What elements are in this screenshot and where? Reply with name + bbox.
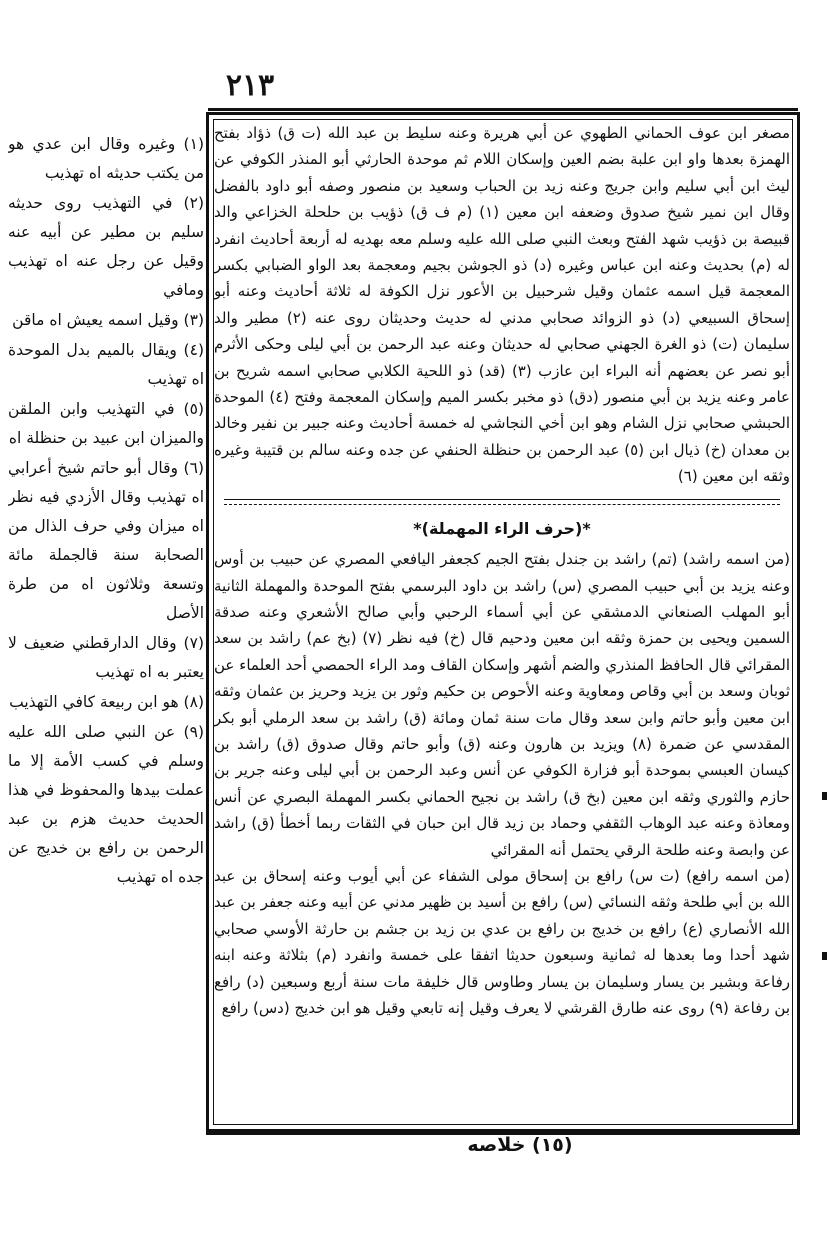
main-text-body (214, 120, 790, 1124)
side-note: (٦) وقال أبو حاتم شيخ أعرابي اه تهذيب وقال الأزدي فيه نظر اه ميزان وفي حرف الذال من الصحابة سنة قالجملة مائة وتسعة وثلاثون اه من طرة الأصل (8, 459, 204, 622)
main-paragraph-dhal-entries: مصغر ابن عوف الحماني الطهوي عن أبي هريرة وعنه سليط بن عبد الله (ت ق) ذؤاد بفتح الهمزة بعدها واو ابن علبة بضم العين وإسكان اللام ثم موحدة الحارثي أبو المنذر الكوفي عن ليث ابن أبي سليم وابن جريج وعنه زيد بن الحباب وسعيد بن منصور وصفه أبو داود بالفضل وقال ابن نمير شيخ صدوق وضعفه ابن معين (١) (م ف ق) ذؤيب بن حلحلة الخزاعي والد قبيصة بن ذؤيب شهد الفتح وبعث النبي صلى الله عليه وسلم معه بهديه له أربعة أحاديث انفرد له (م) بحديث وعنه ابن عباس وغيره (د) ذو الجوشن بجيم ومعجمة بعد الواو الضبابي بكسر المعجمة قيل اسمه عثمان وقيل شرحبيل بن الأعور نزل الكوفة له ثلاثة أحاديث وعنه أبو إسحاق السبيعي (د) ذو الزوائد صحابي مدني له حديث وحديثان روى عنه (٢) مطير والد سليمان (ت) ذو الغرة الجهني صحابي له حديثان وعنه عبد الرحمن بن أبي ليلى وحكى الأثرم أبو نصر عن بعضهم أنه البراء ابن عازب (٣) (قد) ذو اللحية الكلابي صحابي اسمه شريح بن عامر وعنه يزيد بن أبي منصور (دق) ذو مخبر بكسر الميم وإسكان المعجمة وفتح (٤) الموحدة الحبشي صحابي نزل الشام وهو ابن أخي النجاشي له خمسة أحاديث وعنه جبير بن نفير وخالد بن معدان (خ) ذيال ابن (٥) عبد الرحمن بن حنظلة الحنفي عن جده وعنه سالم بن قتيبة وغيره وثقه ابن معين (٦) (214, 124, 790, 486)
side-note: (٣) وقيل اسمه يعيش اه ماقن (12, 311, 204, 329)
side-note: (٢) في التهذيب روى حديثه سليم بن مطير عن أبيه عنه وقيل عن رجل عنه اه تهذيب ومافي (8, 194, 204, 299)
footer-signature: (١٥) خلاصه (467, 1134, 573, 1156)
side-note: (٨) هو ابن ربيعة كافي التهذيب (9, 693, 204, 711)
side-note: (٩) عن النبي صلى الله عليه وسلم في كسب الأمة إلا ما عملت بيدها والمحفوظ في هذا الحديث حديث هزم بن عبد الرحمن بن رافع بن خديج عن جده اه تهذيب (8, 723, 204, 886)
section-divider (224, 496, 780, 510)
section-heading: *(حرف الراء المهملة)* (413, 518, 591, 538)
side-notes-column (8, 130, 204, 1110)
margin-mark (822, 792, 827, 800)
margin-mark (822, 952, 827, 960)
side-note: (٧) وقال الدارقطني ضعيف لا يعتبر به اه تهذيب (8, 634, 204, 681)
main-paragraph-rashid-entries: (من اسمه راشد) (تم) راشد بن جندل بفتح الجيم كجعفر اليافعي المصري عن حبيب بن أوس وعنه يزيد بن أبي حبيب المصري (س) راشد بن داود البرسمي بفتح الموحدة والمهملة الثانية أبو المهلب الصنعاني الدمشقي عن أبي أسماء الرحبي وأبي صالح الأشعري وعنه صدقة السمين ويحيى بن حمزة وثقه ابن معين ودحيم قال (خ) فيه نظر (٧) (بخ عم) راشد بن سعد المقرائي قال الحافظ المنذري والضم أشهر وإسكان القاف ومد الراء الحمصي أحد العلماء عن ثوبان وسعد بن أبي وقاص ومعاوية وعنه الأحوص بن حكيم وثور بن يزيد وحريز بن عثمان وثقه ابن معين وأبو حاتم وابن سعد وقال مات سنة ثمان ومائة (ق) راشد بن سعد الرملي أبو بكر المقدسي عن ضمرة (٨) ويزيد بن هارون وعنه (ق) وأبو حاتم وقال صدوق (ق) راشد بن كيسان العبسي بموحدة أبو فزارة الكوفي عن أنس وعبد الرحمن بن أبي ليلى وعنه جرير بن حازم والثوري وثقه ابن معين (بخ ق) راشد بن نجيح الحماني بكسر المهملة البصري عن أنس ومعاذة وعنه عبد الوهاب الثقفي وحماد بن زيد قال ابن حبان في الثقات ربما أخطأ (ق) راشد عن وابصة وعنه طلحة الرقي يحتمل أنه المقرائي (214, 550, 790, 859)
page-number: ٢١٣ (225, 68, 275, 103)
side-note: (١) وغيره وقال ابن عدي هو من يكتب حديثه اه تهذيب (8, 135, 204, 182)
top-rule (208, 108, 798, 111)
main-paragraph-rafi-entries: (من اسمه رافع) (ت س) رافع بن إسحاق مولى الشفاء عن أبي أيوب وعنه إسحاق بن عبد الله بن أبي طلحة وثقه النسائي (س) رافع بن أسيد بن ظهير مدني عن أبيه وعنه جعفر بن عبد الله الأنصاري (ع) رافع بن خديج بن رافع بن عدي بن زيد بن جشم بن حارثة الأوسي صحابي شهد أحدا وما بعدها له ثمانية وسبعون حديثا اتفقا على خمسة وانفرد (م) بثلاثة وعنه ابنه رفاعة وبشير بن يسار وسليمان بن يسار وطاوس قال خليفة مات سنة أربع وسبعين (د) رافع بن رفاعة (٩) روى عنه طارق القرشي لا يعرف وقيل إنه تابعي وقيل هو ابن خديج (دس) رافع (214, 866, 790, 1017)
side-note: (٤) ويقال بالميم بدل الموحدة اه تهذيب (8, 341, 204, 388)
side-note: (٥) في التهذيب وابن الملقن والميزان ابن عبيد بن حنظلة اه (8, 400, 204, 447)
